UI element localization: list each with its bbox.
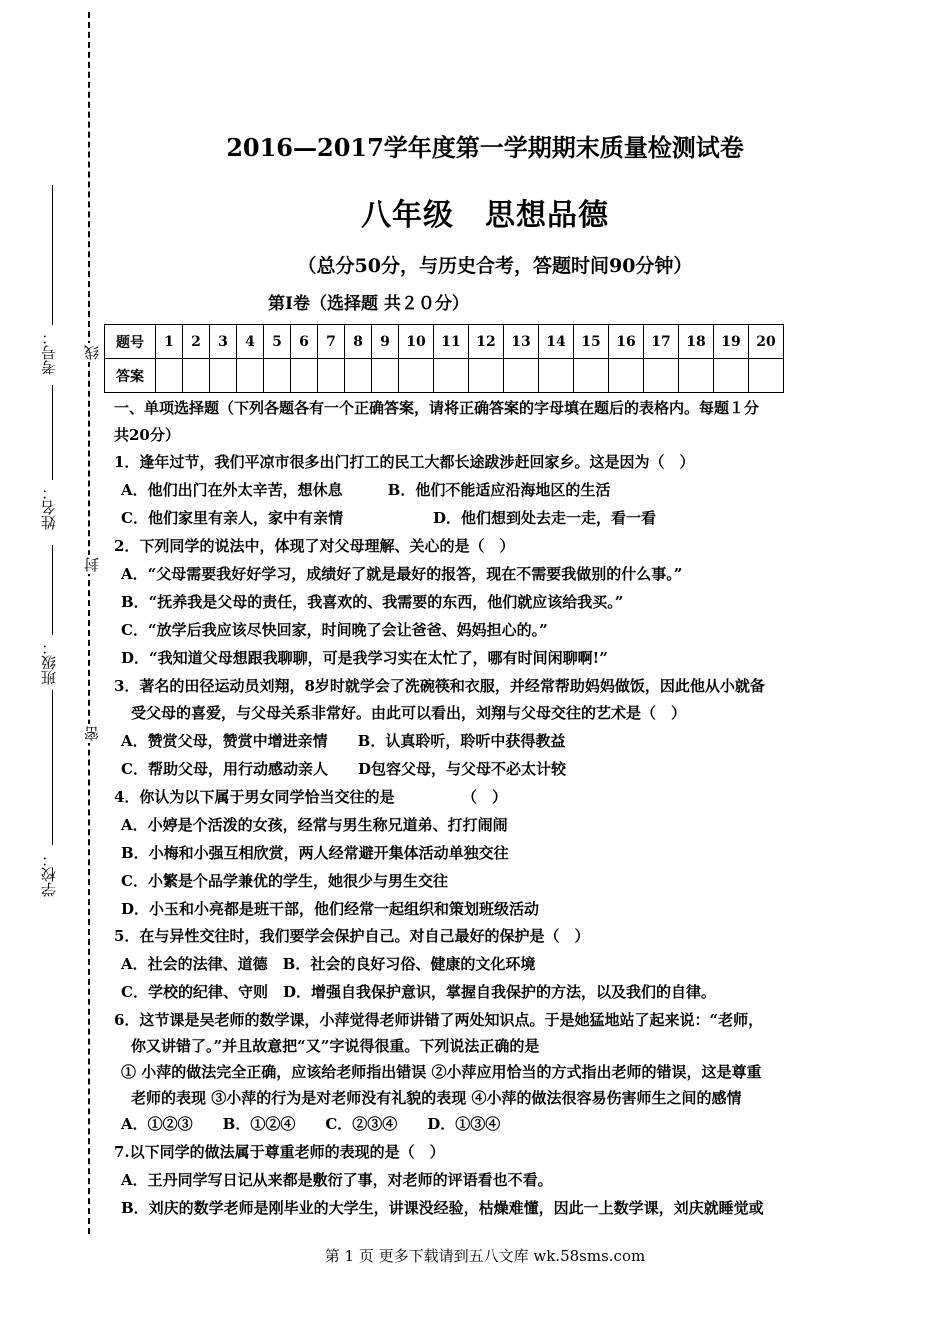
question-number-cell: 6 (291, 325, 318, 359)
answer-cell[interactable] (399, 359, 434, 393)
row-label-answer: 答案 (105, 359, 156, 393)
subject-title: 八年级 思想品德 (361, 198, 609, 233)
class-label: 班级： (40, 640, 58, 685)
question-number-cell: 1 (156, 325, 183, 359)
question-4-option-b: B．小梅和小强互相欣赏，两人经常避开集体活动单独交往 (121, 844, 509, 862)
exam-title: 2016—2017学年度第一学期期末质量检测试卷 (226, 133, 744, 162)
question-number-cell: 9 (372, 325, 399, 359)
school-field[interactable] (52, 690, 53, 845)
question-number-cell: 15 (574, 325, 609, 359)
answer-cell[interactable] (644, 359, 679, 393)
answer-cell[interactable] (539, 359, 574, 393)
question-number-cell: 3 (210, 325, 237, 359)
cut-seal-mark: 封 (83, 557, 101, 572)
instructions-line-2: 共20分） (114, 426, 180, 444)
answer-row (105, 359, 784, 393)
answer-cell[interactable] (210, 359, 237, 393)
question-number-cell: 4 (237, 325, 264, 359)
question-3-options-cd: C．帮助父母，用行动感动亲人 D包容父母，与父母不必太计较 (121, 760, 566, 778)
name-field[interactable] (52, 385, 53, 480)
page-footer: 第 1 页 更多下载请到五八文库 wk.58sms.com (324, 1247, 646, 1265)
question-6-line-2: 你又讲错了。”并且故意把“又”字说得很重。下列说法正确的是 (131, 1037, 540, 1055)
question-4-option-c: C．小繁是个品学兼优的学生，她很少与男生交往 (121, 872, 448, 890)
answer-cell[interactable] (749, 359, 784, 393)
question-5-options-ab: A．社会的法律、道德 B．社会的良好习俗、健康的文化环境 (121, 955, 536, 973)
answer-cell[interactable] (714, 359, 749, 393)
answer-cell[interactable] (574, 359, 609, 393)
question-2-option-c: C．“放学后我应该尽快回家，时间晚了会让爸爸、妈妈担心的。” (121, 621, 548, 639)
question-number-cell: 11 (434, 325, 469, 359)
question-4: 4．你认为以下属于男女同学恰当交往的是 （ ） (114, 788, 507, 806)
question-number-cell: 7 (318, 325, 345, 359)
answer-cell[interactable] (291, 359, 318, 393)
section-title: 第Ⅰ卷（选择题 共２０分） (268, 294, 469, 314)
answer-cell[interactable] (318, 359, 345, 393)
question-7-option-b: B．刘庆的数学老师是刚毕业的大学生，讲课没经验，枯燥难懂，因此一上数学课，刘庆就睡觉或 (121, 1199, 764, 1217)
answer-cell[interactable] (183, 359, 210, 393)
question-number-cell: 5 (264, 325, 291, 359)
cut-secret-mark: 密 (83, 726, 101, 741)
question-6-line-3: ① 小萍的做法完全正确，应该给老师指出错误 ②小萍应用恰当的方式指出老师的错误，这是尊重 (121, 1063, 762, 1081)
question-1-options-ab: A．他们出门在外太辛苦，想休息 B．他们不能适应沿海地区的生活 (121, 481, 611, 499)
answer-cell[interactable] (264, 359, 291, 393)
question-number-cell: 19 (714, 325, 749, 359)
answer-cell[interactable] (679, 359, 714, 393)
question-3-line-1: 3．著名的田径运动员刘翔，8岁时就学会了洗碗筷和衣服，并经常帮助妈妈做饭，因此他从小就备 (114, 677, 765, 695)
question-number-cell: 18 (679, 325, 714, 359)
question-1: 1．逢年过节，我们平凉市很多出门打工的民工大都长途跋涉赶回家乡。这是因为（ ） (114, 453, 695, 471)
question-3-line-2: 受父母的喜爱，与父母关系非常好。由此可以看出，刘翔与父母交往的艺术是（ ） (131, 704, 687, 722)
question-number-cell: 14 (539, 325, 574, 359)
instructions-line-1: 一、单项选择题（下列各题各有一个正确答案，请将正确答案的字母填在题后的表格内。每题１分 (114, 399, 760, 417)
question-number-cell: 10 (399, 325, 434, 359)
answer-cell[interactable] (504, 359, 539, 393)
row-label-number: 题号 (105, 325, 156, 359)
answer-cell[interactable] (609, 359, 644, 393)
answer-cell[interactable] (156, 359, 183, 393)
answer-table (104, 324, 784, 393)
name-label: 姓名： (40, 485, 58, 530)
question-number-cell: 13 (504, 325, 539, 359)
answer-cell[interactable] (372, 359, 399, 393)
question-5: 5．在与异性交往时，我们要学会保护自己。对自己最好的保护是（ ） (114, 927, 590, 945)
question-number-cell: 16 (609, 325, 644, 359)
question-6-line-4: 老师的表现 ③小萍的行为是对老师没有礼貌的表现 ④小萍的做法很容易伤害师生之间的感情 (131, 1089, 742, 1107)
question-7: 7.以下同学的做法属于尊重老师的表现的是（ ） (114, 1143, 445, 1161)
cut-line-mark: 线 (83, 345, 101, 360)
question-4-option-d: D．小玉和小亮都是班干部，他们经常一起组织和策划班级活动 (121, 900, 540, 918)
answer-cell[interactable] (237, 359, 264, 393)
question-number-cell: 20 (749, 325, 784, 359)
question-2-option-b: B．“抚养我是父母的责任，我喜欢的、我需要的东西，他们就应该给我买。” (121, 593, 624, 611)
question-3-options-ab: A．赞赏父母，赞赏中增进亲情 B．认真聆听，聆听中获得教益 (121, 732, 566, 750)
question-6-line-1: 6．这节课是吴老师的数学课，小萍觉得老师讲错了两处知识点。于是她猛地站了起来说：“老师， (114, 1011, 764, 1029)
question-2-option-d: D．“我知道父母想跟我聊聊，可是我学习实在太忙了，哪有时间闲聊啊!” (121, 649, 608, 667)
question-number-row (105, 325, 784, 359)
answer-cell[interactable] (345, 359, 372, 393)
question-2-option-a: A．“父母需要我好好学习，成绩好了就是最好的报答，现在不需要我做别的什么事。” (121, 565, 683, 583)
class-field[interactable] (52, 545, 53, 635)
question-6-options: A．①②③ B．①②④ C．②③④ D．①③④ (121, 1115, 501, 1133)
answer-cell[interactable] (469, 359, 504, 393)
question-number-cell: 12 (469, 325, 504, 359)
question-4-option-a: A．小婷是个活泼的女孩，经常与男生称兄道弟、打打闹闹 (121, 816, 508, 834)
question-7-option-a: A．王丹同学写日记从来都是敷衍了事，对老师的评语看也不看。 (121, 1171, 553, 1189)
question-number-cell: 8 (345, 325, 372, 359)
exam-info: （总分50分，与历史合考，答题时间90分钟） (297, 255, 693, 277)
school-label: 学校： (40, 852, 58, 897)
question-number-cell: 2 (183, 325, 210, 359)
exam-no-label: 考号： (40, 330, 58, 375)
answer-cell[interactable] (434, 359, 469, 393)
question-1-options-cd: C．他们家里有亲人，家中有亲情 D．他们想到处去走一走，看一看 (121, 509, 656, 527)
question-5-options-cd: C．学校的纪律、守则 D．增强自我保护意识，掌握自我保护的方法，以及我们的自律。 (121, 983, 716, 1001)
question-2: 2．下列同学的说法中，体现了对父母理解、关心的是（ ） (114, 537, 515, 555)
question-number-cell: 17 (644, 325, 679, 359)
